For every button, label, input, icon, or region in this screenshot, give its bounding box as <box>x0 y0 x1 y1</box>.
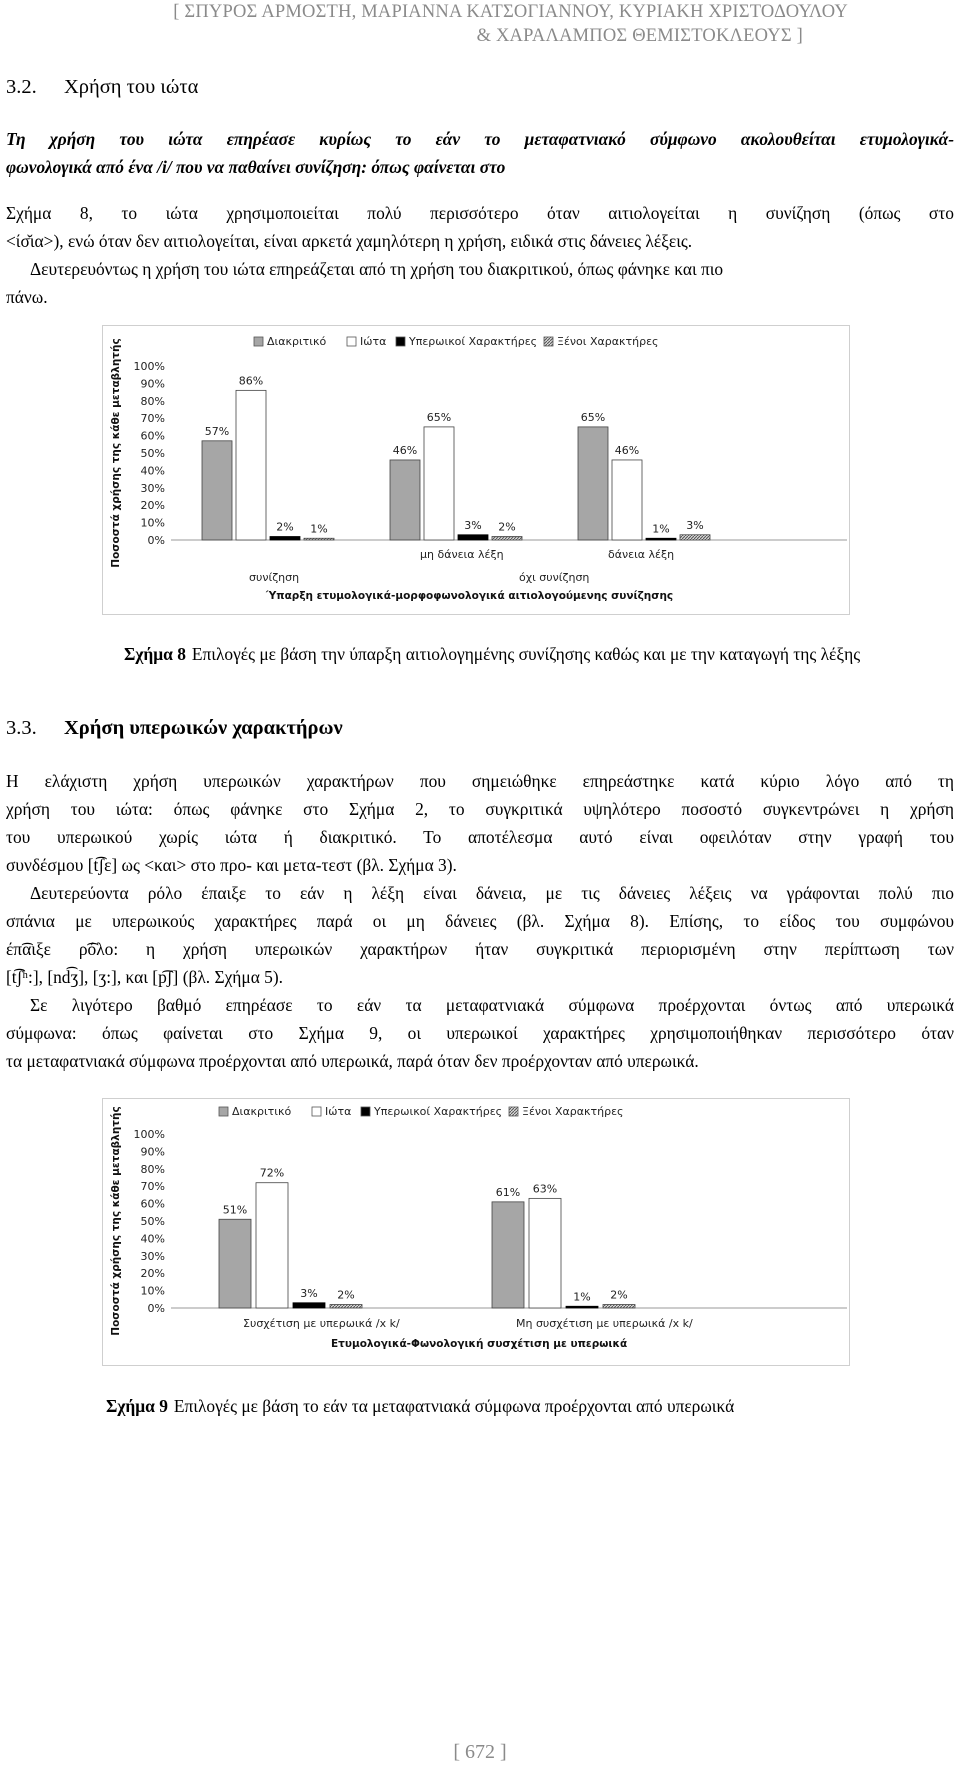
y-axis-title: Ποσοστά χρήσης της κάθε μεταβλητής <box>110 338 122 568</box>
y-tick-label: 10% <box>140 1284 165 1298</box>
bar <box>603 1305 635 1308</box>
running-header-line1: [ ΣΠΥΡΟΣ ΑΡΜΟΣΤΗ, ΜΑΡΙΑΝΝΑ ΚΑΤΣΟΓΙΑΝΝΟΥ, ΚΥΡΙΑΚΗ ΧΡΙΣΤΟΔΟΥΛΟΥ <box>173 2 848 22</box>
bar <box>202 441 232 540</box>
data-label: 57% <box>204 424 230 438</box>
paragraph-line: Σχήμα 8, το ιώτα χρησιμοποιείται πολύ περισσότερο όταν αιτιολογείται η συνίζηση (όπως στο <box>6 203 954 223</box>
legend-label: Ξένοι Χαρακτήρες <box>522 1105 624 1118</box>
intro-bold-line-1: Τη χρήση του ιώτα επηρέασε κυρίως το εάν το μεταφατνιακό σύμφωνο ακολουθείται ετυμολογικά- <box>6 129 954 149</box>
paragraph-line: έπ͡αιξε ρ͡όλο: η χρήση υπερωικών χαρακτήρων ήταν συγκριτικά περιορισμένη στην περίπτωση των <box>6 939 954 959</box>
y-tick-label: 20% <box>140 1267 165 1281</box>
paragraph-line: Σε λιγότερο βαθμό επηρέασε το εάν τα μεταφατνιακά σύμφωνα προέρχονται όντως από υπερωικά <box>30 995 954 1015</box>
legend-swatch <box>361 1107 370 1116</box>
bar <box>236 390 266 540</box>
bar <box>612 460 642 540</box>
paragraph-line: <ίσ̆ια>), ενώ όταν δεν αιτιολογείται, είναι αρκετά χαμηλότερη η χρήση, ειδικά στις δάνειες λέξεις. <box>6 231 693 251</box>
y-tick-label: 40% <box>140 464 165 478</box>
category-label: όχι συνίζηση <box>519 571 590 584</box>
data-label: 3% <box>464 518 482 532</box>
y-tick-label: 100% <box>133 360 165 373</box>
paragraph-line: σπάνια με υπερωικούς χαρακτήρες παρά οι μη δάνειες (βλ. Σχήμα 8). Επίσης, το είδος του συμφώνου <box>6 911 954 931</box>
data-label: 63% <box>532 1182 558 1196</box>
intro-bold-line-2: φωνολογικά από ένα /i/ που να παθαίνει συνίζηση: όπως φαίνεται στο <box>6 157 506 177</box>
group-label: Μη συσχέτιση με υπερωικά /x k/ <box>516 1317 693 1330</box>
figure-8-svg <box>103 326 849 614</box>
legend-swatch <box>347 337 356 346</box>
y-tick-label: 70% <box>140 1180 165 1194</box>
y-tick-label: 0% <box>147 534 165 547</box>
y-tick-label: 10% <box>140 516 165 530</box>
legend-label: Ιώτα <box>360 335 387 348</box>
y-tick-label: 90% <box>140 1145 165 1159</box>
legend-label: Υπερωικοί Χαρακτήρες <box>374 1105 503 1118</box>
paragraph-line: [t͡ʃʰ:], [nd͡ʒ], [ʒ:], και [p͡ʃ] (βλ. Σχήμα 5). <box>6 967 284 987</box>
group-label: μη δάνεια λέξη <box>420 548 504 561</box>
bar <box>293 1303 325 1308</box>
y-tick-label: 80% <box>140 1162 165 1176</box>
category-label: συνίζηση <box>249 571 300 584</box>
section-heading-3-2 <box>6 76 198 99</box>
data-label: 65% <box>426 410 452 424</box>
caption-label: Σχήμα 9 <box>106 1396 168 1416</box>
paragraph-line: Δευτερευόντως η χρήση του ιώτα επηρεάζεται από τη χρήση του διακριτικού, όπως φάνηκε και πιο <box>30 259 724 279</box>
legend-swatch <box>219 1107 228 1116</box>
bar <box>566 1306 598 1308</box>
bar <box>492 537 522 540</box>
bar <box>304 538 334 540</box>
y-axis-title: Ποσοστά χρήσης της κάθε μεταβλητής <box>110 1106 122 1336</box>
caption-label: Σχήμα 8 <box>124 644 186 664</box>
running-header-line2: & ΧΑΡΑΛΑΜΠΟΣ ΘΕΜΙΣΤΟΚΛΕΟΥΣ ] <box>476 26 803 46</box>
paragraph-line: πάνω. <box>6 287 48 307</box>
bar <box>529 1198 561 1308</box>
legend-swatch <box>312 1107 321 1116</box>
data-label: 65% <box>580 410 606 424</box>
data-label: 2% <box>337 1288 355 1302</box>
y-tick-label: 60% <box>140 429 165 443</box>
data-label: 46% <box>392 443 418 457</box>
figure-8-caption <box>124 644 860 665</box>
figure-8-chart <box>102 325 850 615</box>
y-tick-label: 60% <box>140 1197 165 1211</box>
paragraph-line: του υπερωικού χωρίς ιώτα ή διακριτικό. Το αποτέλεσμα αυτό είναι οφειλόταν στην γραφή του <box>6 827 954 847</box>
y-tick-label: 70% <box>140 412 165 426</box>
section-title: Χρήση υπερωικών χαρακτήρων <box>64 717 343 739</box>
group-label: δάνεια λέξη <box>608 548 675 561</box>
legend-label: Ξένοι Χαρακτήρες <box>557 335 659 348</box>
y-tick-label: 0% <box>147 1302 165 1315</box>
y-tick-label: 50% <box>140 447 165 460</box>
data-label: 51% <box>222 1203 248 1217</box>
bar <box>492 1202 524 1308</box>
data-label: 86% <box>238 374 264 388</box>
section-number: 3.2. <box>6 76 37 98</box>
bar <box>256 1183 288 1308</box>
y-tick-label: 50% <box>140 1215 165 1228</box>
bar <box>219 1219 251 1308</box>
bar <box>458 535 488 540</box>
section-title: Χρήση του ιώτα <box>64 76 199 98</box>
paragraph-line: Η ελάχιστη χρήση υπερωικών χαρακτήρων που σημειώθηκε επηρεάστηκε κατά κύριο λόγο από τη <box>6 771 954 791</box>
legend-swatch <box>254 337 263 346</box>
data-label: 2% <box>276 520 294 534</box>
legend-label: Διακριτικό <box>232 1105 292 1118</box>
paragraph-line: συνδέσμου [t͡ʃε] ως <και> στο προ- και μετα-τεστ (βλ. Σχήμα 3). <box>6 855 457 875</box>
group-label: Συσχέτιση με υπερωικά /x k/ <box>243 1317 400 1330</box>
data-label: 61% <box>495 1185 521 1199</box>
bar <box>424 427 454 540</box>
caption-text: Επιλογές με βάση το εάν τα μεταφατνιακά σύμφωνα προέρχονται από υπερωικά <box>173 1396 735 1416</box>
legend-swatch <box>509 1107 518 1116</box>
data-label: 46% <box>614 443 640 457</box>
legend-label: Υπερωικοί Χαρακτήρες <box>409 335 538 348</box>
data-label: 1% <box>573 1290 591 1304</box>
bar <box>578 427 608 540</box>
data-label: 3% <box>300 1286 318 1300</box>
figure-9-caption <box>106 1396 734 1417</box>
paragraph-line: χρήση του ιώτα: όπως φάνηκε στο Σχήμα 2, το συγκριτικά υψηλότερο ποσοστό συγκεντρώνει η χρήση <box>6 799 954 819</box>
bar <box>270 537 300 540</box>
paragraph-line: σύμφωνα: όπως φαίνεται στο Σχήμα 9, οι υπερωικοί χαρακτήρες χρησιμοποιήθηκαν περισσότερο όταν <box>6 1023 954 1043</box>
bar <box>330 1305 362 1308</box>
legend-label: Ιώτα <box>325 1105 352 1118</box>
x-axis-title: Ύπαρξη ετυμολογικά-μορφοφωνολογικά αιτιολογούμενης συνίζησης <box>266 590 674 602</box>
figure-9-chart <box>102 1098 850 1366</box>
y-tick-label: 30% <box>140 1249 165 1263</box>
data-label: 2% <box>610 1288 628 1302</box>
paragraph-line: τα μεταφατνιακά σύμφωνα προέρχονται από υπερωικά, παρά όταν δεν προέρχονταν από υπερωικά. <box>6 1051 699 1071</box>
legend-swatch <box>544 337 553 346</box>
legend-swatch <box>396 337 405 346</box>
data-label: 3% <box>686 518 704 532</box>
y-tick-label: 90% <box>140 377 165 391</box>
data-label: 1% <box>310 522 328 536</box>
data-label: 72% <box>259 1166 285 1180</box>
bar <box>390 460 420 540</box>
data-label: 1% <box>652 522 670 536</box>
section-heading-3-3 <box>6 717 343 740</box>
bar <box>680 535 710 540</box>
page-number: [ 672 ] <box>453 1741 507 1763</box>
y-tick-label: 40% <box>140 1232 165 1246</box>
section-number: 3.3. <box>6 717 37 739</box>
data-label: 2% <box>498 520 516 534</box>
y-tick-label: 80% <box>140 394 165 408</box>
y-tick-label: 30% <box>140 481 165 495</box>
figure-9-svg <box>103 1099 849 1365</box>
legend-label: Διακριτικό <box>267 335 327 348</box>
y-tick-label: 20% <box>140 499 165 513</box>
caption-text: Επιλογές με βάση την ύπαρξη αιτιολογημένης συνίζησης καθώς και με την καταγωγή της λέξης <box>191 644 861 664</box>
paragraph-line: Δευτερεύοντα ρόλο έπαιξε το εάν η λέξη είναι δάνεια, με τις δάνειες λέξεις να γράφονται πολύ πιο <box>30 883 954 903</box>
y-tick-label: 100% <box>133 1128 165 1141</box>
x-axis-title: Ετυμολογικά-Φωνολογική συσχέτιση με υπερωικά <box>331 1338 628 1350</box>
bar <box>646 538 676 540</box>
